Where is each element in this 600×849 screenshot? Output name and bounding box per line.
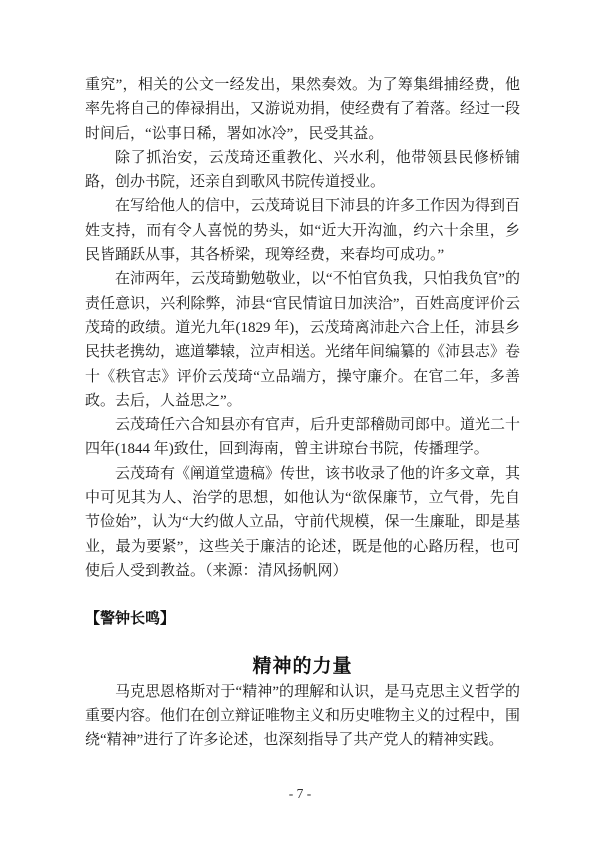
continued-paragraph-4: 在沛两年，云茂琦勤勉敬业，以“不怕官负我，只怕我负官”的责任意识，兴利除弊，沛县“官民情谊日加浃洽”，百姓高度评价云茂琦的政绩。道光九年(1829 年)，云茂琦离沛赴六合上任，沛县乡民扶老携幼，遮道攀辕，泣声相送。光绪年间编纂的《沛县志》卷十《秩官志》评价云茂琦“立品端方，操守廉介。在官二年，多善政。去后，人益思之”。 (85, 271, 521, 409)
continued-paragraph-2: 除了抓治安，云茂琦还重教化、兴水利，他带领县民修桥铺路，创办书院，还亲自到歌风书院传道授业。 (85, 149, 520, 191)
continued-paragraph-6: 云茂琦有《阐道堂遗稿》传世，该书收录了他的许多文章，其中可见其为人、治学的思想，如他认为“欲保廉节，立气骨，先自节俭始”，认为“大约做人立品，守前代规模，保一生廉耻，即是基业，最为要紧”，这些关于廉洁的论述，既是他的心路历程，也可使后人受到教益。（来源：清风扬帆网） (85, 465, 521, 579)
next-article-paragraph-1: 马克思恩格斯对于“精神”的理解和认识，是马克思主义哲学的重要内容。他们在创立辩证唯物主义和历史唯物主义的过程中，围绕“精神”进行了许多论述，也深刻指导了共产党人的精神实践。 (85, 683, 521, 749)
continued-paragraph-5: 云茂琦任六合知县亦有官声，后升吏部稽勋司郎中。道光二十四年(1844 年)致仕，回到海南，曾主讲琼台书院，传播理学。 (85, 417, 521, 458)
continued-paragraph-1: 重究”，相关的公文一经发出，果然奏效。为了筹集缉捕经费，他率先将自己的俸禄捐出，又游说劝捐，使经费有了着落。经过一段时间后，“讼事日稀，署如冰冷”，民受其益。 (85, 77, 521, 142)
section-marker: 【警钟长鸣】 (85, 611, 176, 628)
page-number: - 7 - (288, 786, 312, 801)
continued-paragraph-3: 在写给他人的信中，云茂琦说目下沛县的许多工作因为得到百姓支持，而有令人喜悦的势头，如“近大开沟洫，约六十余里，乡民皆踊跃从事，其各桥梁，现筹经费，来春均可成功。” (85, 198, 521, 264)
article-title: 精神的力量 (252, 655, 353, 677)
